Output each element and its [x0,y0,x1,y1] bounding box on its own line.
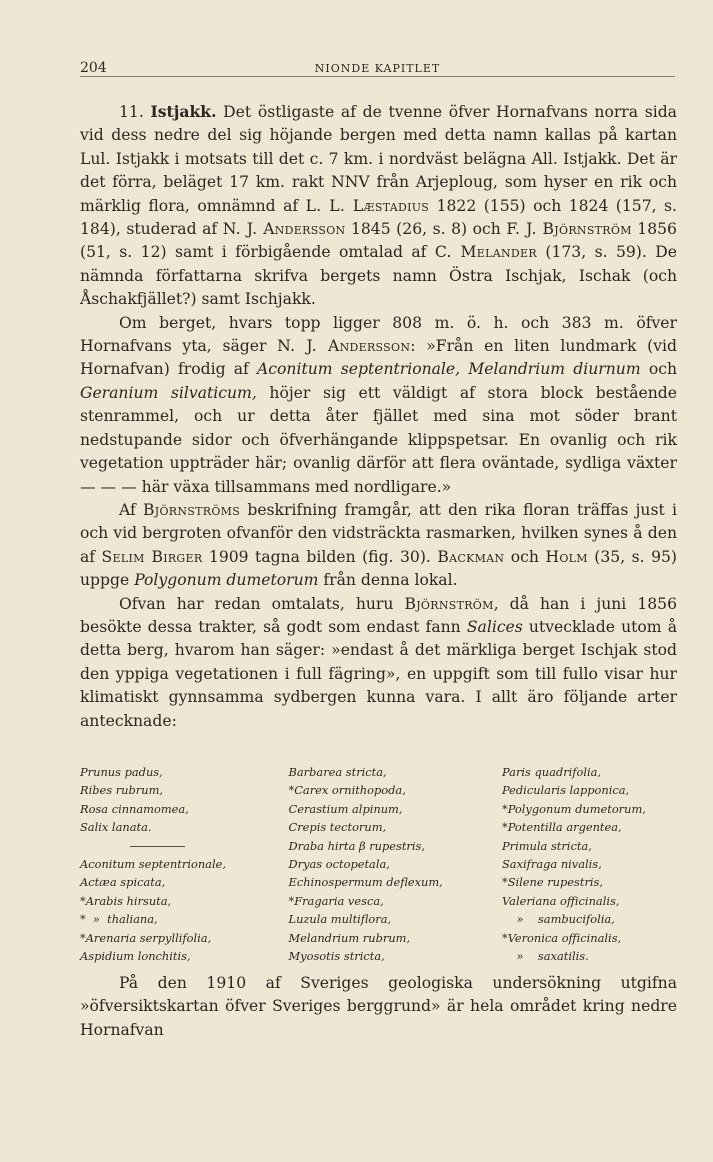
author-name: F. J. Björnström [506,220,632,239]
chapter-title: NIONDE KAPITLET [314,62,441,75]
plant-entry: Salix lanata. [80,820,152,835]
plant-entry: » saxatilis. [502,949,589,964]
plant-entry: *Potentilla argentea, [502,820,622,835]
body-text [80,100,677,733]
plant-entry: Primula stricta, [502,838,592,853]
author-name: Björnström [404,594,494,613]
paragraph-2: Om berget, hvars topp ligger 808 m. ö. h. och 383 m. öfver Hornafvans yta, säger N. J. Andersson: »Från en liten lundmark (vid Hornafvan) frodig af Aconitum septentrionale, Melandrium diurnum och Geranium silvaticum, höjer sig ett väldigt af stora block bestående stenrammel, och ur detta åter fjället med sina mot söder brant nedstupande sidor och öfverhängande klippspetsar. En ovanlig och rik vegetation uppträder här; ovanlig därför att flera oväntade, sydliga växter — — — här växa tillsammans med nordligare.» [80,313,677,496]
divider [80,837,275,855]
plant-entry: Rosa cinnamomea, [80,801,189,816]
plant-entry: Dryas octopetala, [288,857,390,872]
plant-entry: Draba hirta β rupestris, [288,838,425,853]
plant-list [80,763,677,965]
plant-entry: Cerastium alpinum, [288,801,403,816]
plant-entry: Paris quadrifolia, [502,765,602,779]
plant-entry: Aspidium lonchitis, [80,949,191,964]
plant-entry: Barbarea stricta, [288,765,387,779]
species-name: Salices [466,617,523,636]
plant-entry: Prunus padus, [80,765,163,779]
author-name: Selim Birger [101,547,203,566]
plant-entry: *Veronica officinalis, [502,930,622,945]
species-name: Geranium silvaticum, [80,383,257,402]
paragraph-4: Ofvan har redan omtalats, huru Björnström, då han i juni 1856 besökte dessa trakter, så godt som endast fann Salices utvecklade utom å detta berg, hvarom han säger: »endast å det märkliga berget Ischjak stod den yppiga vegetationen i full fägring», en uppgift som till fullo visar hur klimatiskt gynnsamma sydbergen kunna vara. I allt äro följande arter antecknade: [80,594,677,730]
plant-entry: Myosotis stricta, [288,949,385,964]
plant-entry: *Silene rupestris, [502,875,604,890]
plant-entry: *Carex ornithopoda, [288,783,406,798]
plant-entry: Saxifraga nivalis, [502,857,602,872]
closing-text [80,972,677,1042]
plant-entry: Valeriana officinalis, [502,893,620,908]
plant-entry: Melandrium rubrum, [288,930,411,945]
closing-paragraph: På den 1910 af Sveriges geologiska undersökning utgifna »öfversiktskartan öfver Sveriges berggrund» är hela området kring nedre Hornafvan [80,974,677,1039]
plant-entry: Actæa spicata, [80,875,166,890]
plant-entry: *Fragaria vesca, [288,893,384,908]
plant-entry: Ribes rubrum, [80,783,163,798]
author-name: N. J. Andersson [277,337,411,356]
plant-entry: Aconitum septentrionale, [80,857,226,872]
author-name: Backman [437,547,505,566]
author-name: C. Melander [434,243,537,262]
author-name: N. J. Andersson [222,220,346,239]
plant-entry: Luzula multiflora, [288,912,392,927]
plant-entry: Crepis tectorum, [288,820,387,835]
section-number: 11. [119,103,144,121]
plant-entry: *Arenaria serpyllifolia, [80,930,212,945]
plant-entry: » sambucifolia, [502,912,615,927]
plant-column-2 [289,763,489,965]
author-name: Björnströms [143,500,241,519]
plant-entry: Echinospermum deflexum, [288,875,443,890]
plant-entry: Pedicularis lapponica, [502,783,630,798]
species-name: Aconitum septentrionale, Melandrium diurnum [257,360,641,379]
plant-column-1 [80,763,275,965]
paragraph-1: 11. Istjakk. Det östligaste af de tvenne öfver Hornafvans norra sida vid dess nedre del sig höjande bergen med detta namn kallas på kartan Lul. Istjakk i motsats till det c. 7 km. i nordväst belägna All. Istjakk. Det är det förra, beläget 17 km. rakt NNV från Arjeploug, som hyser en rik och märklig flora, omnämnd af L. L. Læstadius 1822 (155) och 1824 (157, s. 184), studerad af N. J. Andersson 1845 (26, s. 8) och F. J. Björnström 1856 (51, s. 12) samt i förbigående omtalad af C. Melander (173, s. 59). De nämnda författarna skrifva bergets namn Östra Ischjak, Ischak (och Åschakfjället?) samt Ischjakk. [80,102,678,309]
plant-entry: * » thaliana, [80,912,158,927]
paragraph-3: Af Björnströms beskrifning framgår, att den rika floran träffas just i och vid bergroten ofvanför den vidsträckta rasmarken, hvilken synes å den af Selim Birger 1909 tagna bilden (fig. 30). Backman och Holm (35, s. 95) uppge Polygonum dumetorum från denna lokal. [80,500,678,590]
author-name: Holm [545,547,588,566]
plant-column-3 [502,763,677,965]
page-header [80,62,675,77]
plant-entry: *Arabis hirsuta, [80,893,172,908]
author-name: L. L. Læstadius [305,196,430,215]
plant-entry: *Polygonum dumetorum, [502,801,646,816]
species-name: Polygonum dumetorum [134,571,319,590]
page-number: 204 [80,60,107,76]
section-heading: Istjakk. [150,102,217,121]
